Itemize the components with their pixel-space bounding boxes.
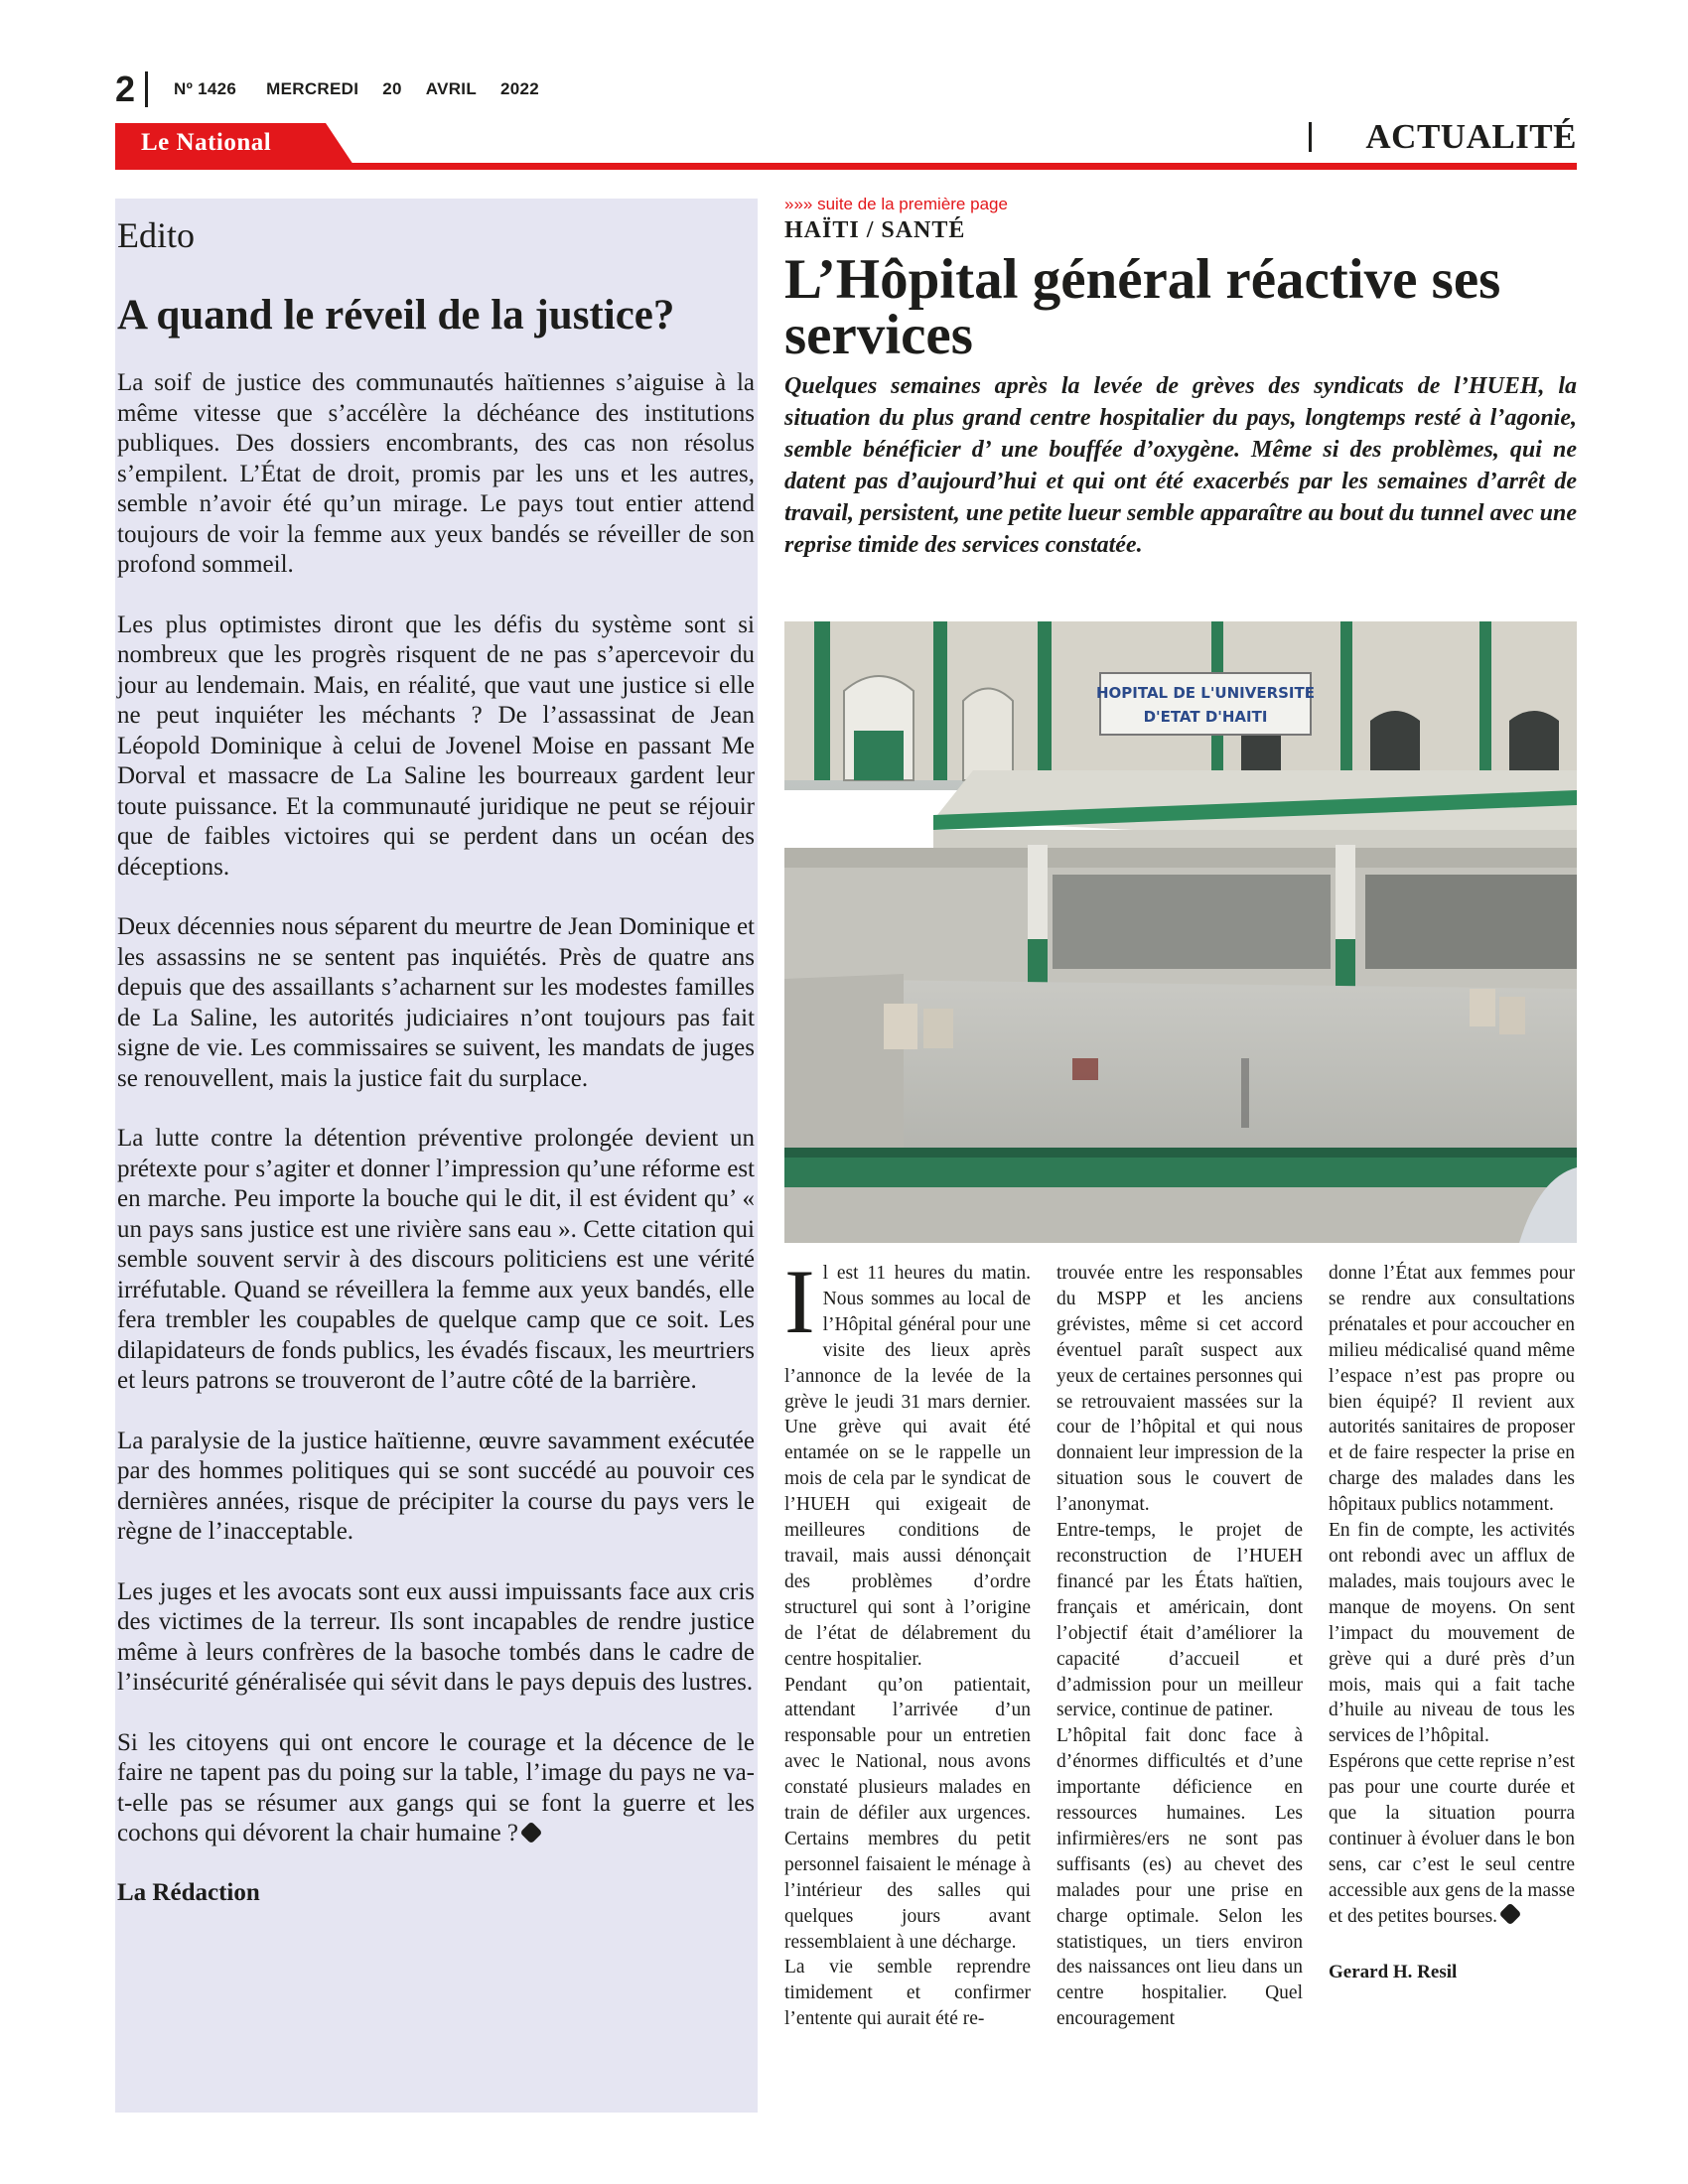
- article-title: L’Hôpital général réactive ses services: [784, 248, 1501, 366]
- edito-headline: A quand le réveil de la justice?: [117, 292, 675, 339]
- edito-paragraph: Les juges et les avocats sont eux aussi impuissants face aux cris des victimes de la terreur. Ils sont incapables de rendre justice même à leurs confrères de la basoche tombés dans le cadre de l’insécurité généralisée qui sévit dans le pays depuis des lustres.: [117, 1577, 755, 1697]
- edito-signature: La Rédaction: [117, 1878, 260, 1906]
- edito-paragraph: La lutte contre la détention préventive prolongée devient un prétexte pour s’agiter et donner l’impression qu’une réforme est en marche. Peu importe la bouche qui le dit, il est évident qu’ « un pays sans justice est une rivière sans eau ». Cette citation qui semble souvent servir à des discours politiciens est une vérité irréfutable. Quand se réveillera la femme aux yeux bandés, elle fera trembler les coupables de quelque camp que ce soit. Les dilapidateurs de fonds publics, les évadés fiscaux, les meurtriers et leurs patrons se trouveront de l’autre côté de la barrière.: [117, 1125, 755, 1395]
- edito-column: [115, 199, 758, 2113]
- edito-last-paragraph: [117, 1728, 755, 1849]
- date-weekday: MERCREDI: [266, 79, 359, 98]
- article-paragraph: L’hôpital fait donc face à d’énormes difficultés et d’une importante déficience en ressources humaines. Les infirmières/ers ne sont pas suffisants (es) au chevet des malades pour une prise en charge optimale. Selon les statistiques, un tiers environ des naissances ont lieu dans un centre hospitalier. Quel encouragement: [1056, 1725, 1303, 2030]
- date-month: AVRIL: [425, 79, 478, 98]
- article-paragraph-text: l est 11 heures du matin. Nous sommes au local de l’Hôpital général pour une visite des lieux après l’annonce de la levée de la grève le jeudi 31 mars dernier. Une grève qui avait été entamée on se le rappelle un mois de cela par le syndicat de l’HUEH qui exigeait de meilleures conditions de travail, mais aussi dénonçait des problèmes d’ordre structurel qui sont à l’origine de l’état de délabrement du centre hospitalier.: [784, 1263, 1031, 1670]
- section-separator: [1309, 122, 1312, 152]
- date-year: 2022: [500, 79, 540, 98]
- date-day: 20: [382, 79, 402, 98]
- article-paragraph: trouvée entre les responsables du MSPP et les anciens grévistes, même si cet accord éventuel paraît suspect aux yeux de certaines personnes qui se retrouvaient massées sur la cour de l’hôpital et qui nous donnaient leur impression de la situation sous le couvert de l’anonymat.: [1056, 1263, 1303, 1516]
- end-mark-icon: [520, 1822, 543, 1844]
- edito-paragraph: Les plus optimistes diront que les défis du système sont si nombreux que les progrès risquent de ne pas s’apercevoir du jour au lendemain. Mais, en réalité, que vaut une justice si elle ne peut inquiéter les méchants ? De l’assassinat de Jean Léopold Dominique à celui de Jovenel Moise en passant Me Dorval et massacre de La Saline les bourreaux gardent leur toute puissance. Et la communauté juridique ne peut se réjouir que de faibles victoires qui se perdent dans un océan des déceptions.: [117, 611, 755, 881]
- folio-separator: [145, 71, 148, 107]
- continued-from-front: »»» suite de la première page: [784, 195, 1008, 213]
- article-paragraph: La vie semble reprendre timidement et confirmer l’entente qui aurait été re-: [784, 1957, 1031, 2030]
- hospital-photo: [784, 621, 1577, 1243]
- section-header: [1309, 117, 1577, 157]
- section-title: ACTUALITÉ: [1365, 117, 1577, 156]
- article-column-1: [784, 1251, 1031, 2032]
- photo-sign-line-1: HOPITAL DE L'UNIVERSITE: [1096, 684, 1315, 702]
- article-byline: Gerard H. Resil: [1329, 1961, 1458, 1982]
- photo-sign-line-2: D'ETAT D'HAITI: [1143, 708, 1268, 726]
- article-paragraph: Entre-temps, le projet de reconstruction de l’HUEH financé par les États haïtien, français et américain, dont l’objectif était d’améliorer la capacité d’accueil et d’admission pour un meilleur service, continue de patiner.: [1056, 1520, 1303, 1721]
- header-rule: [115, 163, 1577, 170]
- drop-cap: I: [784, 1251, 815, 1352]
- article-paragraph: [784, 1251, 1031, 1673]
- article-paragraph-text: Espérons que cette reprise n’est pas pour une courte durée et que la situation pourra continuer à évoluer dans le bon sens, car c’est le seul centre accessible aux gens de la masse et des petites bourses.: [1329, 1751, 1575, 1927]
- edito-paragraph: La paralysie de la justice haïtienne, œuvre savamment exécutée par des hommes politiques qui se sont succédé au pouvoir ces dernières années, risque de précipiter la course du pays vers le règne de l’inacceptable.: [117, 1427, 755, 1546]
- article-rubric: HAÏTI / SANTÉ: [784, 217, 966, 243]
- edito-paragraph: Deux décennies nous séparent du meurtre de Jean Dominique et les assassins ne se sentent pas inquiétés. Près de quatre ans depuis que des assaillants s’acharnent sur les modestes familles de La Saline, les autorités judiciaires n’ont toujours pas fait signe de vie. Les commissaires se suivent, les mandats de juges se renouvellent, mais la justice fait du surplace.: [117, 913, 755, 1092]
- article-last-paragraph: [1329, 1749, 1575, 1929]
- hospital-building-image: [784, 621, 1577, 1243]
- article-column-3: [1329, 1261, 1575, 1984]
- article-lead: Quelques semaines après la levée de grèves des syndicats de l’HUEH, la situation du plus grand centre hospitalier du pays, longtemps resté à l’agonie, semble bénéficier d’ une bouffée d’oxygène. Même si des problèmes, qui ne datent pas d’aujourd’hui et qui ont été exacerbés par les semaines d’arrêt de travail, persistent, une petite lueur semble apparaître au bout du tunnel avec une reprise timide des services constatée.: [784, 373, 1577, 558]
- logo-text: Le National: [141, 129, 272, 156]
- edito-paragraph: La soif de justice des communautés haïtiennes s’aiguise à la même vitesse que s’accélère la déchéance des institutions publiques. Des dossiers encombrants, des cas non résolus s’empilent. L’État de droit, promis par les uns et les autres, semble n’avoir été qu’un mirage. Le pays tout entier attend toujours de voir la femme aux yeux bandés se réveiller de son profond sommeil.: [117, 369, 755, 579]
- end-mark-icon: [1499, 1902, 1522, 1925]
- edito-paragraph-text: Si les citoyens qui ont encore le courage et la décence de le faire ne tapent pas du poing sur la table, l’image du pays ne va-t-elle pas se résumer aux gangs qui se font la guerre et les cochons qui dévorent la chair humaine ?: [117, 1728, 755, 1847]
- newspaper-logo: [115, 123, 353, 165]
- article-paragraph: Pendant qu’on patientait, attendant l’arrivée d’un responsable pour un entretien avec le National, nous avons constaté plusieurs malades en train de défiler aux urgences. Certains membres du petit personnel faisaient le ménage à l’intérieur des salles qui quelques jours avant ressemblaient à une décharge.: [784, 1674, 1031, 1953]
- article-paragraph: donne l’État aux femmes pour se rendre aux consultations prénatales et pour accoucher en milieu médicalisé quand même l’espace n’est pas propre ou bien équipé? Il revient aux autorités sanitaires de proposer et de faire respecter la prise en charge des malades dans les hôpitaux publics notamment.: [1329, 1263, 1575, 1516]
- article-column-2: [1056, 1261, 1303, 2032]
- issue-number: Nº 1426: [174, 79, 237, 98]
- article-paragraph: En fin de compte, les activités ont rebondi avec un afflux de malades, mais toujours avec le manque de moyens. On sent l’impact du mouvement de grève qui a duré près d’un mois, mais qui a fait tache d’huile au niveau de tous les services de l’hôpital.: [1329, 1520, 1575, 1747]
- folio-line: [115, 69, 563, 109]
- edito-label: Edito: [117, 215, 195, 255]
- page-number: 2: [115, 68, 136, 109]
